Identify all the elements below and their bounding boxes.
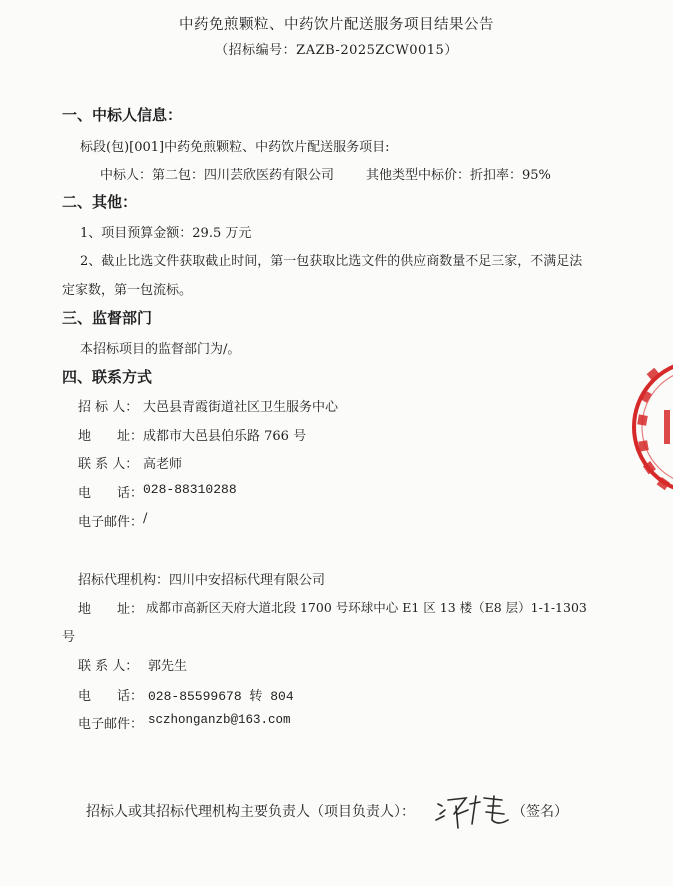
signature-line: 招标人或其招标代理机构主要负责人（项目负责人）： [86, 804, 415, 820]
agency-name: 四川中安招标代理有限公司 [169, 573, 326, 588]
note-item-line2: 定家数，第一包流标。 [62, 283, 193, 298]
section-heading-other: 二、其他： [62, 193, 138, 211]
purchaser-email-label: 电子邮件： [78, 515, 144, 530]
agency-contact-label: 联 系 人： [78, 659, 139, 674]
purchaser-address-label: 地 址： [78, 429, 144, 444]
purchaser-address: 成都市大邑县伯乐路 766 号 [143, 429, 307, 444]
agency-phone-label: 电 话： [78, 689, 144, 704]
purchaser-name: 大邑县青霞街道社区卫生服务中心 [143, 400, 339, 415]
signature-suffix: （签名） [512, 804, 568, 820]
agency-address-label: 地 址： [78, 602, 144, 617]
purchaser-contact-label: 联 系 人： [78, 457, 139, 472]
winner-line: 中标人：第二包：四川芸欣医药有限公司 [100, 168, 335, 183]
agency-address-line2: 号 [62, 630, 76, 645]
section-heading-winner: 一、中标人信息： [62, 106, 183, 124]
agency-address-line1: 成都市高新区天府大道北段 1700 号环球中心 E1 区 13 楼（E8 层）1-1-1303 [146, 600, 587, 615]
official-seal-stamp [628, 352, 673, 502]
agency-phone: 028-85599678 转 804 [148, 689, 294, 704]
lot-line: 标段(包)[001]中药免煎颗粒、中药饮片配送服务项目: [80, 140, 390, 155]
section-heading-supervision: 三、监督部门 [62, 309, 153, 327]
purchaser-name-label: 招 标 人： [78, 400, 139, 415]
note-item-line1: 2、截止比选文件获取截止时间，第一包获取比选文件的供应商数量不足三家，不满足法 [80, 254, 583, 269]
purchaser-contact: 高老师 [143, 457, 183, 472]
handwritten-signature [432, 790, 512, 830]
document-title: 中药免煎颗粒、中药饮片配送服务项目结果公告 [179, 17, 494, 33]
agency-email: sczhonganzb@163.com [148, 713, 291, 727]
agency-contact: 郭先生 [148, 659, 188, 674]
agency-name-label: 招标代理机构： [78, 573, 170, 588]
purchaser-phone-label: 电 话： [78, 486, 144, 501]
bid-number: （招标编号：ZAZB-2025ZCW0015） [215, 43, 458, 58]
budget-item: 1、项目预算金额：29.5 万元 [80, 226, 252, 241]
purchaser-email: / [143, 511, 148, 526]
section-heading-contact: 四、联系方式 [62, 368, 153, 386]
supervision-text: 本招标项目的监督部门为/。 [80, 342, 241, 357]
agency-email-label: 电子邮件： [78, 717, 144, 732]
winning-price: 其他类型中标价：折扣率：95% [366, 168, 551, 183]
purchaser-phone: 028-88310288 [143, 482, 237, 497]
